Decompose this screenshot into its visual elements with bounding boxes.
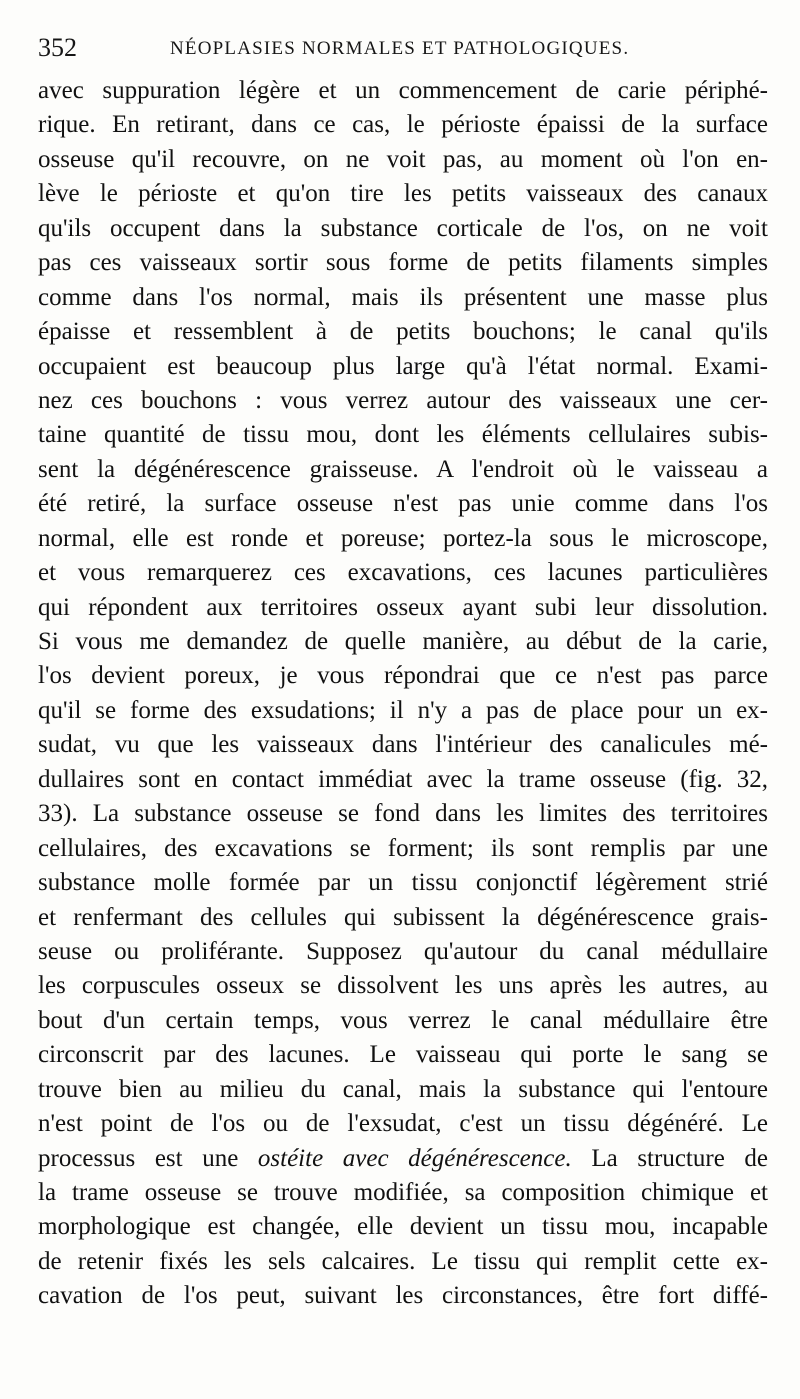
text-line: trouve bien au milieu du canal, mais la substance qui l'entoure [38,1075,768,1103]
text-line: circonscrit par des lacunes. Le vaisseau qui porte le sang se [38,1041,768,1069]
text-line: substance molle formée par un tissu conjonctif légèrement strié [38,869,768,897]
text-line: osseuse qu'il recouvre, on ne voit pas, au moment où l'on en- [38,145,768,173]
text-line: lève le périoste et qu'on tire les petits vaisseaux des canaux [38,180,768,208]
page-header [38,30,758,70]
text-line: cellulaires, des excavations se forment; ils sont remplis par une [38,834,768,862]
text-line: rique. En retirant, dans ce cas, le périoste épaissi de la surface [38,111,768,139]
text-line: sudat, vu que les vaisseaux dans l'intérieur des canalicules mé- [38,731,768,759]
text-line: occupaient est beaucoup plus large qu'à l'état normal. Exami- [38,352,768,380]
page-number: 352 [38,33,77,62]
text-line: taine quantité de tissu mou, dont les éléments cellulaires subis- [38,421,768,449]
text-line: qu'il se forme des exsudations; il n'y a pas de place pour un ex- [38,696,768,724]
text-line: épaisse et ressemblent à de petits bouchons; le canal qu'ils [38,318,768,346]
text-line: Si vous me demandez de quelle manière, au début de la carie, [38,628,768,655]
text-line: de retenir fixés les sels calcaires. Le tissu qui remplit cette ex- [38,1247,768,1275]
text-line: seuse ou proliférante. Supposez qu'autour du canal médullaire [38,937,768,965]
text-line: cavation de l'os peut, suivant les circonstances, être fort diffé- [38,1282,768,1310]
text-line: avec suppuration légère et un commencement de carie périphé- [38,77,768,104]
text-line: bout d'un certain temps, vous verrez le canal médullaire être [38,1006,768,1034]
text-line: la trame osseuse se trouve modifiée, sa composition chimique et [38,1179,768,1206]
text-line: normal, elle est ronde et poreuse; portez-la sous le microscope, [38,524,768,552]
text-run: processus est une [38,1144,258,1172]
text-line: comme dans l'os normal, mais ils présentent une masse plus [38,283,768,311]
text-line: l'os devient poreux, je vous répondrai que ce n'est pas parce [38,662,768,690]
text-line: qui répondent aux territoires osseux ayant subi leur dissolution. [38,593,768,621]
text-line: et vous remarquerez ces excavations, ces lacunes particulières [38,559,768,587]
text-line: n'est point de l'os ou de l'exsudat, c'est un tissu dégénéré. Le [38,1110,768,1138]
italic-term: ostéite avec dégénérescence. [257,1144,572,1172]
text-line: nez ces bouchons : vous verrez autour des vaisseaux une cer- [38,386,768,414]
text-line: dullaires sont en contact immédiat avec la trame osseuse (fig. 32, [38,765,768,793]
text-line: qu'ils occupent dans la substance corticale de l'os, on ne voit [38,214,768,242]
text-line-with-italic [38,1142,768,1176]
text-line: morphologique est changée, elle devient un tissu mou, incapable [38,1213,768,1241]
text-line: 33). La substance osseuse se fond dans les limites des territoires [38,800,768,828]
text-run: La structure de [571,1144,768,1172]
text-line: pas ces vaisseaux sortir sous forme de petits filaments simples [38,249,768,277]
text-line: les corpuscules osseux se dissolvent les uns après les autres, au [38,972,768,1000]
body-text [38,74,768,1314]
text-line: été retiré, la surface osseuse n'est pas unie comme dans l'os [38,490,768,518]
text-line: et renfermant des cellules qui subissent la dégénérescence grais- [38,903,768,931]
running-title: NÉOPLASIES NORMALES ET PATHOLOGIQUES. [170,38,630,59]
text-line: sent la dégénérescence graisseuse. A l'endroit où le vaisseau a [38,455,768,483]
